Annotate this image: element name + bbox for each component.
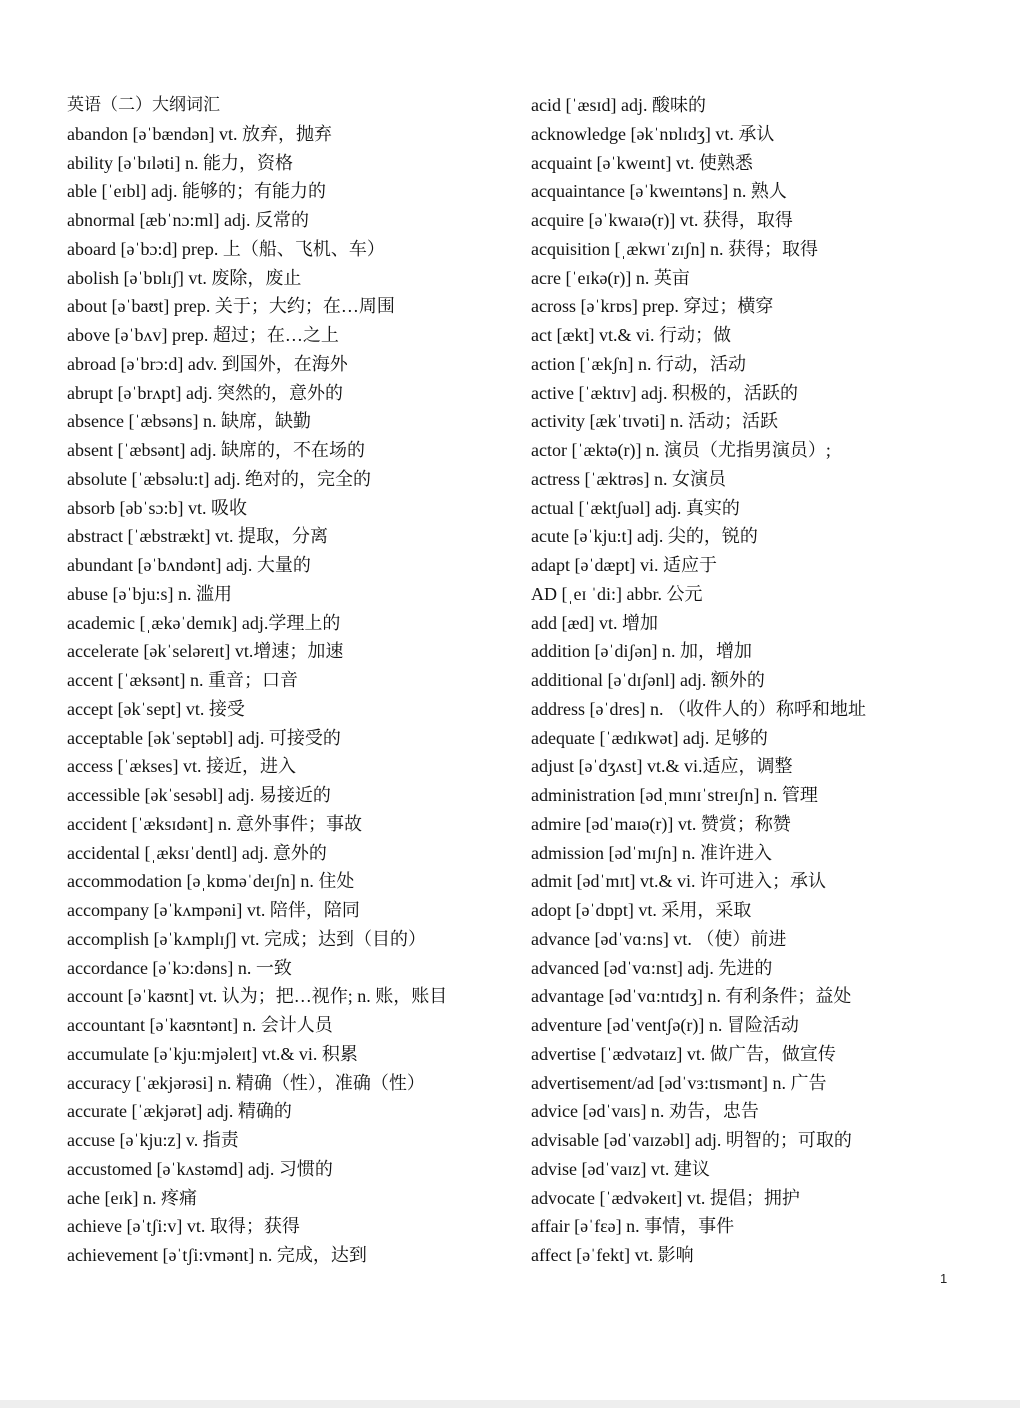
left-column bbox=[67, 91, 517, 1270]
vocab-entry: adventure [ədˈventʃə(r)] n. 冒险活动 bbox=[531, 1015, 799, 1035]
vocab-entry: about [əˈbaʊt] prep. 关于；大约；在…周围 bbox=[67, 296, 395, 317]
vocab-entry: advance [ədˈvɑ:ns] vt. （使）前进 bbox=[531, 928, 787, 949]
vocab-entry: affect [əˈfekt] vt. 影响 bbox=[531, 1245, 694, 1265]
vocab-entry: advisable [ədˈvaɪzəbl] adj. 明智的；可取的 bbox=[531, 1130, 852, 1150]
vocab-entry: abnormal [æbˈnɔ:ml] adj. 反常的 bbox=[67, 210, 309, 230]
vocab-entry: accordance [əˈkɔ:dəns] n. 一致 bbox=[67, 957, 292, 978]
vocab-entry: actual [ˈæktʃuəl] adj. 真实的 bbox=[531, 497, 740, 518]
vocab-entry: add [æd] vt. 增加 bbox=[531, 612, 658, 633]
vocab-entry: acknowledge [əkˈnɒlɪdʒ] vt. 承认 bbox=[531, 123, 775, 144]
vocab-entry: abolish [əˈbɒlɪʃ] vt. 废除，废止 bbox=[67, 267, 302, 288]
document-title: 英语（二）大纲词汇 bbox=[67, 95, 220, 115]
vocab-entry: accumulate [əˈkju:mjəleɪt] vt.& vi. 积累 bbox=[67, 1043, 358, 1064]
vocab-entry: accurate [ˈækjərət] adj. 精确的 bbox=[67, 1101, 292, 1122]
vocab-entry: admit [ədˈmɪt] vt.& vi. 许可进入；承认 bbox=[531, 871, 826, 892]
vocab-entry: advertise [ˈædvətaɪz] vt. 做广告，做宣传 bbox=[531, 1043, 836, 1064]
vocab-entry: acquisition [ˌækwɪˈzɪʃn] n. 获得；取得 bbox=[531, 238, 818, 259]
vocab-entry: AD [ˌeɪ ˈdi:] abbr. 公元 bbox=[531, 583, 703, 604]
vocab-entry: affair [əˈfɛə] n. 事情，事件 bbox=[531, 1216, 735, 1237]
vocab-entry: advantage [ədˈvɑ:ntɪdʒ] n. 有利条件；益处 bbox=[531, 986, 852, 1007]
vocab-entry: adapt [əˈdæpt] vi. 适应于 bbox=[531, 555, 717, 575]
vocab-entry: abundant [əˈbʌndənt] adj. 大量的 bbox=[67, 555, 311, 575]
vocab-entry: accompany [əˈkʌmpəni] vt. 陪伴，陪同 bbox=[67, 900, 360, 920]
vocab-entry: additional [əˈdɪʃənl] adj. 额外的 bbox=[531, 670, 765, 690]
vocab-entry: accelerate [əkˈseləreɪt] vt.增速；加速 bbox=[67, 641, 344, 662]
vocab-entry: absolute [ˈæbsəlu:t] adj. 绝对的，完全的 bbox=[67, 468, 371, 489]
vocab-entry: actor [ˈæktə(r)] n. 演员（尤指男演员）; bbox=[531, 440, 831, 460]
vocab-entry: abandon [əˈbændən] vt. 放弃，抛弃 bbox=[67, 123, 332, 144]
vocab-entry: accustomed [əˈkʌstəmd] adj. 习惯的 bbox=[67, 1158, 333, 1179]
vocab-entry: accomplish [əˈkʌmplɪʃ] vt. 完成；达到（目的） bbox=[67, 928, 426, 949]
vocab-entry: academic [ˌækəˈdemɪk] adj.学理上的 bbox=[67, 612, 341, 633]
vocab-entry: address [əˈdres] n. （收件人的）称呼和地址 bbox=[531, 698, 866, 719]
vocab-entry: aboard [əˈbɔ:d] prep. 上（船、飞机、车） bbox=[67, 238, 385, 259]
vocab-entry: absorb [əbˈsɔ:b] vt. 吸收 bbox=[67, 497, 247, 518]
vocab-entry: advertisement/ad [ədˈvɜ:tɪsmənt] n. 广告 bbox=[531, 1072, 827, 1093]
vocab-entry: ache [eɪk] n. 疼痛 bbox=[67, 1187, 197, 1208]
vocab-entry: accessible [əkˈsesəbl] adj. 易接近的 bbox=[67, 785, 331, 805]
vocab-entry: accidental [ˌæksɪˈdentl] adj. 意外的 bbox=[67, 842, 327, 863]
vocab-entry: acceptable [əkˈseptəbl] adj. 可接受的 bbox=[67, 727, 341, 748]
vocab-entry: acute [əˈkju:t] adj. 尖的，锐的 bbox=[531, 526, 758, 547]
vocab-entry: acquire [əˈkwaɪə(r)] vt. 获得，取得 bbox=[531, 210, 793, 230]
vocab-entry: acre [ˈeɪkə(r)] n. 英亩 bbox=[531, 267, 690, 288]
vocab-entry: acquaintance [əˈkweɪntəns] n. 熟人 bbox=[531, 181, 787, 202]
vocab-entry: accept [əkˈsept] vt. 接受 bbox=[67, 698, 245, 719]
vocab-entry: accident [ˈæksɪdənt] n. 意外事件；事故 bbox=[67, 813, 362, 834]
vocab-entry: ability [əˈbɪləti] n. 能力，资格 bbox=[67, 152, 293, 173]
vocab-entry: account [əˈkaʊnt] vt. 认为；把…视作; n. 账，账目 bbox=[67, 986, 448, 1007]
vocab-entry: admire [ədˈmaɪə(r)] vt. 赞赏；称赞 bbox=[531, 813, 791, 834]
page-number: 1 bbox=[940, 1271, 948, 1286]
vocab-entry: adjust [əˈdʒʌst] vt.& vi.适应，调整 bbox=[531, 756, 793, 777]
vocab-entry: accommodation [əˌkɒməˈdeɪʃn] n. 住处 bbox=[67, 871, 355, 892]
vocab-entry: absent [ˈæbsənt] adj. 缺席的，不在场的 bbox=[67, 440, 365, 460]
vocab-entry: abstract [ˈæbstrækt] vt. 提取，分离 bbox=[67, 526, 328, 547]
vocab-entry: accountant [əˈkaʊntənt] n. 会计人员 bbox=[67, 1015, 333, 1035]
vocab-entry: achieve [əˈtʃi:v] vt. 取得；获得 bbox=[67, 1216, 300, 1237]
vocab-entry: adopt [əˈdɒpt] vt. 采用，采取 bbox=[531, 900, 752, 920]
vocab-entry: access [ˈækses] vt. 接近，进入 bbox=[67, 756, 296, 777]
vocab-entry: act [ækt] vt.& vi. 行动；做 bbox=[531, 325, 731, 345]
vocab-entry: action [ˈækʃn] n. 行动，活动 bbox=[531, 353, 746, 374]
vocab-entry: advocate [ˈædvəkeɪt] vt. 提倡；拥护 bbox=[531, 1187, 800, 1208]
vocab-entry: active [ˈæktɪv] adj. 积极的，活跃的 bbox=[531, 382, 798, 403]
vocab-entry: able [ˈeɪbl] adj. 能够的；有能力的 bbox=[67, 181, 326, 202]
vocab-entry: acquaint [əˈkweɪnt] vt. 使熟悉 bbox=[531, 152, 753, 173]
vocab-entry: accuse [əˈkju:z] v. 指责 bbox=[67, 1130, 239, 1150]
vocab-entry: advanced [ədˈvɑ:nst] adj. 先进的 bbox=[531, 957, 773, 978]
vocab-entry: acid [ˈæsɪd] adj. 酸味的 bbox=[531, 95, 706, 115]
vocab-entry: administration [ədˌmɪnɪˈstreɪʃn] n. 管理 bbox=[531, 785, 818, 805]
vocab-entry: abuse [əˈbju:s] n. 滥用 bbox=[67, 583, 232, 604]
vocab-entry: abrupt [əˈbrʌpt] adj. 突然的，意外的 bbox=[67, 382, 343, 403]
right-column bbox=[531, 91, 1001, 1270]
vocab-entry: advise [ədˈvaɪz] vt. 建议 bbox=[531, 1158, 710, 1179]
vocab-entry: achievement [əˈtʃi:vmənt] n. 完成，达到 bbox=[67, 1245, 367, 1265]
vocab-entry: accent [ˈæksənt] n. 重音；口音 bbox=[67, 670, 298, 690]
vocab-entry: absence [ˈæbsəns] n. 缺席，缺勤 bbox=[67, 411, 311, 432]
vocab-entry: activity [ækˈtɪvəti] n. 活动；活跃 bbox=[531, 411, 778, 432]
vocab-entry: accuracy [ˈækjərəsi] n. 精确（性），准确（性） bbox=[67, 1072, 425, 1093]
vocab-entry: across [əˈkrɒs] prep. 穿过；横穿 bbox=[531, 296, 774, 317]
vocab-entry: abroad [əˈbrɔ:d] adv. 到国外，在海外 bbox=[67, 353, 348, 374]
vocab-entry: adequate [ˈædɪkwət] adj. 足够的 bbox=[531, 727, 768, 748]
vocab-entry: advice [ədˈvaɪs] n. 劝告，忠告 bbox=[531, 1101, 759, 1122]
vocab-entry: actress [ˈæktrəs] n. 女演员 bbox=[531, 468, 726, 489]
vocab-entry: admission [ədˈmɪʃn] n. 准许进入 bbox=[531, 842, 772, 863]
vocab-entry: above [əˈbʌv] prep. 超过；在…之上 bbox=[67, 325, 339, 345]
page-bottom-strip bbox=[0, 1400, 1020, 1408]
vocab-entry: addition [əˈdiʃən] n. 加，增加 bbox=[531, 641, 752, 662]
